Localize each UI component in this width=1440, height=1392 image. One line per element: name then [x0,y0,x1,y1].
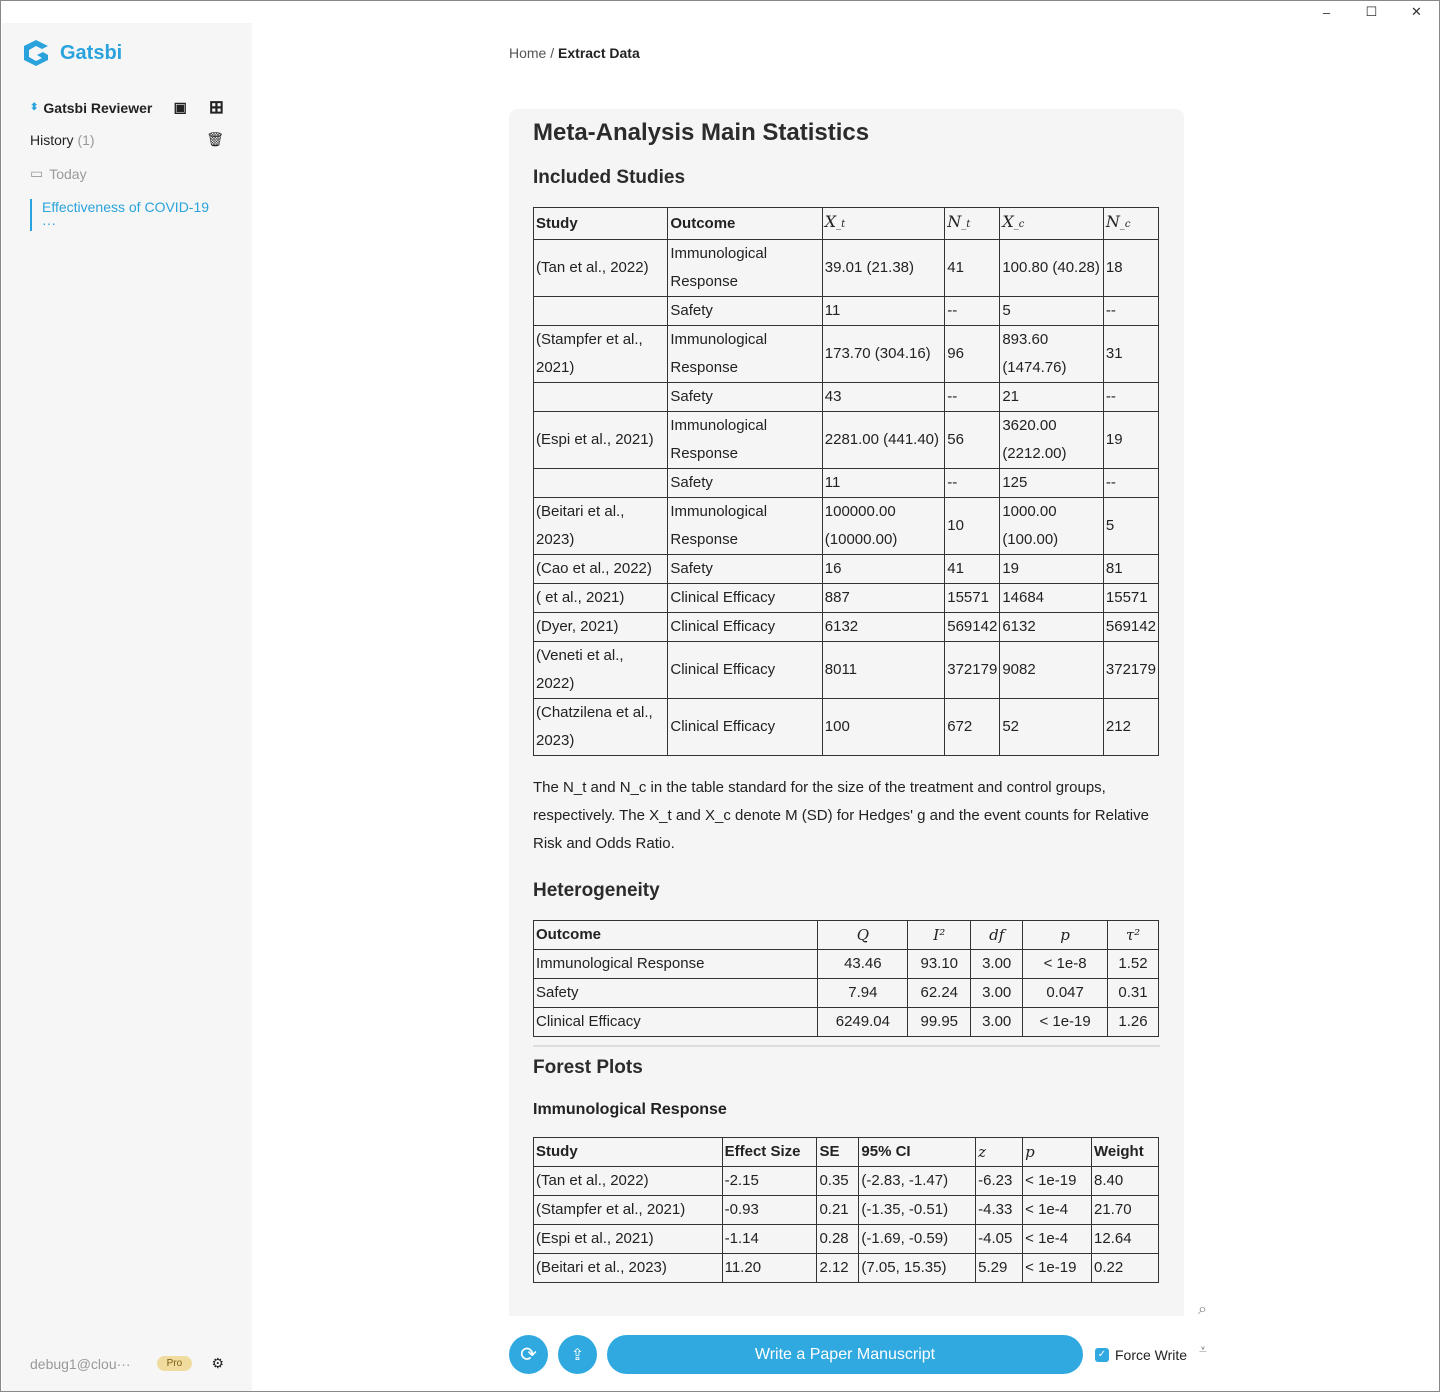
table-cell: 2.12 [817,1254,859,1283]
table-cell: 173.70 (304.16) [822,326,944,383]
table-cell: 5 [1000,297,1104,326]
table-cell: Clinical Efficacy [668,699,822,756]
column-header: I² [908,921,971,950]
table-cell: 372179 [945,642,1000,699]
table-cell: Safety [534,979,818,1008]
workspace-name: Gatsbi Reviewer [43,99,153,116]
table-cell: 2281.00 (441.40) [822,412,944,469]
table-cell: 12.64 [1092,1225,1159,1254]
heterogeneity-table [533,920,1159,1037]
table-cell: < 1e-19 [1023,1167,1092,1196]
table-cell: 0.047 [1023,979,1108,1008]
table-row [534,498,1159,555]
sidebar [2,23,252,1391]
table-cell: (Beitari et al., 2023) [534,1254,723,1283]
table-cell: 19 [1000,555,1104,584]
add-icon[interactable]: ⊞ [208,97,224,117]
table-cell: -1.14 [722,1225,817,1254]
table-row [534,297,1159,326]
table-row [534,240,1159,297]
table-row [534,642,1159,699]
table-row [534,1167,1159,1196]
table-cell: (Espi et al., 2021) [534,1225,723,1254]
table-cell: Safety [668,469,822,498]
table-cell: 56 [945,412,1000,469]
table-cell: 0.21 [817,1196,859,1225]
table-cell: 81 [1103,555,1158,584]
table-cell [534,383,668,412]
table-cell: 100000.00 (10000.00) [822,498,944,555]
table-cell: (7.05, 15.35) [859,1254,976,1283]
table-cell: 125 [1000,469,1104,498]
action-bar [509,1335,1187,1374]
table-cell: 10 [945,498,1000,555]
table-cell: < 1e-8 [1023,950,1108,979]
table-cell: < 1e-19 [1023,1008,1108,1037]
table-row [534,1254,1159,1283]
table-cell: (Tan et al., 2022) [534,240,668,297]
table-cell: (-2.83, -1.47) [859,1167,976,1196]
user-row [30,1355,224,1372]
column-header: Outcome [668,208,822,240]
workspace-selector[interactable] [30,97,224,118]
table-cell: 3.00 [971,979,1023,1008]
table-cell: 893.60 (1474.76) [1000,326,1104,383]
table-cell: 14684 [1000,584,1104,613]
table-row [534,699,1159,756]
table-cell: 887 [822,584,944,613]
table-cell: 3.00 [971,950,1023,979]
table-cell: 0.31 [1108,979,1159,1008]
table-cell: Safety [668,297,822,326]
table-cell: -2.15 [722,1167,817,1196]
table-row [534,979,1159,1008]
table-cell: Immunological Response [534,950,818,979]
table-cell: 8.40 [1092,1167,1159,1196]
table-cell: (-1.35, -0.51) [859,1196,976,1225]
table-cell: (Veneti et al., 2022) [534,642,668,699]
table-cell: < 1e-19 [1023,1254,1092,1283]
table-cell: (Chatzilena et al., 2023) [534,699,668,756]
table-cell: (Espi et al., 2021) [534,412,668,469]
table-cell: 11.20 [722,1254,817,1283]
forest-table [533,1137,1159,1283]
table-cell: 569142 [1103,613,1158,642]
table-cell: 11 [822,469,944,498]
history-item-label: Effectiveness of COVID-19 ··· [30,199,224,231]
column-header: SE [817,1138,859,1167]
table-cell: (Cao et al., 2022) [534,555,668,584]
table-cell: 99.95 [908,1008,971,1037]
column-header: Outcome [534,921,818,950]
calendar-icon: ▭ [30,165,44,181]
table-row [534,1196,1159,1225]
pro-badge: Pro [157,1356,193,1371]
search-doc-icon[interactable]: ▣ [173,99,187,115]
table-cell: 6249.04 [818,1008,908,1037]
table-row [534,1225,1159,1254]
column-header: Study [534,208,668,240]
force-write-label: Force Write [1115,1346,1188,1363]
content-scroll[interactable] [509,109,1184,1316]
table-cell: 11 [822,297,944,326]
logo[interactable] [22,39,122,67]
table-cell: Clinical Efficacy [534,1008,818,1037]
statistics-card [509,109,1184,1316]
table-cell: Safety [668,555,822,584]
column-header: 95% CI [859,1138,976,1167]
table-cell: -- [945,297,1000,326]
table-cell: 43.46 [818,950,908,979]
trash-icon[interactable]: 🗑 [206,131,224,147]
table-cell: 15571 [945,584,1000,613]
settings-icon[interactable]: ⚙ [211,1355,224,1371]
table-cell: 8011 [822,642,944,699]
forest-plots-title: Forest Plots [533,1057,643,1078]
table-header-row [534,208,1159,240]
table-row [534,326,1159,383]
table-cell: Safety [668,383,822,412]
table-cell: 100 [822,699,944,756]
table-cell: -6.23 [976,1167,1023,1196]
table-cell: 16 [822,555,944,584]
table-cell: -- [1103,469,1158,498]
force-write-checkbox[interactable] [1095,1347,1187,1363]
table-cell: 0.28 [817,1225,859,1254]
column-header: p [1023,1138,1092,1167]
refresh-button[interactable] [509,1335,548,1374]
column-header: N_t [945,208,1000,240]
heterogeneity-title: Heterogeneity [533,880,660,901]
maximize-button[interactable]: ☐ [1365,4,1378,19]
table-cell: (Tan et al., 2022) [534,1167,723,1196]
table-cell: -- [1103,383,1158,412]
breadcrumb-home[interactable]: Home [509,45,547,61]
table-cell: 100.80 (40.28) [1000,240,1104,297]
table-cell: 0.22 [1092,1254,1159,1283]
app-name: Gatsbi [60,41,123,64]
table-cell: -- [945,469,1000,498]
table-cell: 52 [1000,699,1104,756]
table-cell: 6132 [822,613,944,642]
table-cell: 21.70 [1092,1196,1159,1225]
table-cell: Clinical Efficacy [668,613,822,642]
table-cell: 372179 [1103,642,1158,699]
table-cell: (Beitari et al., 2023) [534,498,668,555]
history-header [30,131,224,148]
column-header: X_c [1000,208,1104,240]
table-cell: 0.35 [817,1167,859,1196]
table-cell [534,297,668,326]
breadcrumb [509,45,640,61]
table-header-row [534,921,1159,950]
table-cell: 6132 [1000,613,1104,642]
table-cell: Immunological Response [668,326,822,383]
window-controls [1304,1,1439,23]
column-header: X_t [822,208,944,240]
table-cell: 21 [1000,383,1104,412]
column-header: Effect Size [722,1138,817,1167]
table-cell: 9082 [1000,642,1104,699]
table-cell: 62.24 [908,979,971,1008]
table-cell: 41 [945,240,1000,297]
table-cell: Clinical Efficacy [668,584,822,613]
breadcrumb-current: Extract Data [558,45,640,61]
table-cell: 96 [945,326,1000,383]
column-header: df [971,921,1023,950]
included-studies-table [533,207,1159,756]
history-item[interactable] [30,199,224,231]
user-email[interactable]: debug1@clou··· [30,1355,131,1372]
column-header: Study [534,1138,723,1167]
table-cell: -- [945,383,1000,412]
search-icon[interactable]: ⌕ [1198,1301,1207,1318]
table-cell: 39.01 (21.38) [822,240,944,297]
table-cell: 1000.00 (100.00) [1000,498,1104,555]
table-cell: Immunological Response [668,412,822,469]
refresh-icon: ⟳ [520,1344,537,1366]
column-header: p [1023,921,1108,950]
included-studies-title: Included Studies [533,167,686,188]
table-cell: 15571 [1103,584,1158,613]
table-row [534,613,1159,642]
table-row [534,412,1159,469]
sort-icon: ⬍ [30,102,39,113]
column-header: Weight [1092,1138,1159,1167]
table-cell: 18 [1103,240,1158,297]
minimize-button[interactable]: – [1322,4,1331,20]
table-cell: 43 [822,383,944,412]
column-header: τ² [1108,921,1159,950]
page-title: Meta-Analysis Main Statistics [533,119,870,146]
history-label: History [30,131,74,148]
table-cell: Immunological Response [668,498,822,555]
column-header: Q [818,921,908,950]
table-cell: 7.94 [818,979,908,1008]
table-row [534,1008,1159,1037]
today-group [30,165,224,182]
table-cell: Clinical Efficacy [668,642,822,699]
write-manuscript-button[interactable]: Write a Paper Manuscript [607,1335,1083,1374]
history-count: (1) [77,131,95,148]
close-button[interactable]: ✕ [1411,4,1422,19]
table-cell: 31 [1103,326,1158,383]
table-cell: 1.52 [1108,950,1159,979]
scroll-bottom-icon[interactable]: ⩡ [1199,1341,1207,1357]
table-cell: 1.26 [1108,1008,1159,1037]
column-header: z [976,1138,1023,1167]
table-note: The N_t and N_c in the table standard for the size of the treatment and control groups, respectively. The X_t and X_c denote M (SD) for Hedges' g and the event counts for Relative Risk and Odds Ratio. [533,779,1149,852]
export-button[interactable] [558,1335,597,1374]
table-cell: (-1.69, -0.59) [859,1225,976,1254]
table-row [534,950,1159,979]
table-cell: 3620.00 (2212.00) [1000,412,1104,469]
table-cell: < 1e-4 [1023,1225,1092,1254]
table-cell: < 1e-4 [1023,1196,1092,1225]
table-cell: Immunological Response [668,240,822,297]
table-cell: 672 [945,699,1000,756]
table-cell: 19 [1103,412,1158,469]
table-header-row [534,1138,1159,1167]
gatsbi-logo-icon [22,39,50,67]
table-row [534,469,1159,498]
table-cell: 5.29 [976,1254,1023,1283]
table-row [534,555,1159,584]
table-cell: 93.10 [908,950,971,979]
table-cell: 3.00 [971,1008,1023,1037]
today-label: Today [49,165,87,182]
table-row [534,383,1159,412]
table-cell: -- [1103,297,1158,326]
breadcrumb-separator: / [550,45,555,61]
table-cell: -0.93 [722,1196,817,1225]
export-folder-icon: ⇪ [570,1346,585,1364]
column-header: N_c [1103,208,1158,240]
checkbox-checked-icon: ✓ [1095,1348,1109,1362]
table-cell: (Dyer, 2021) [534,613,668,642]
table-cell: 212 [1103,699,1158,756]
table-cell: 569142 [945,613,1000,642]
table-cell: (Stampfer et al., 2021) [534,326,668,383]
table-cell [534,469,668,498]
divider [533,1045,1160,1047]
table-cell: 41 [945,555,1000,584]
table-cell: ( et al., 2021) [534,584,668,613]
table-cell: -4.33 [976,1196,1023,1225]
table-cell: 5 [1103,498,1158,555]
table-row [534,584,1159,613]
table-cell: -4.05 [976,1225,1023,1254]
forest-subtitle: Immunological Response [533,1101,727,1118]
table-cell: (Stampfer et al., 2021) [534,1196,723,1225]
